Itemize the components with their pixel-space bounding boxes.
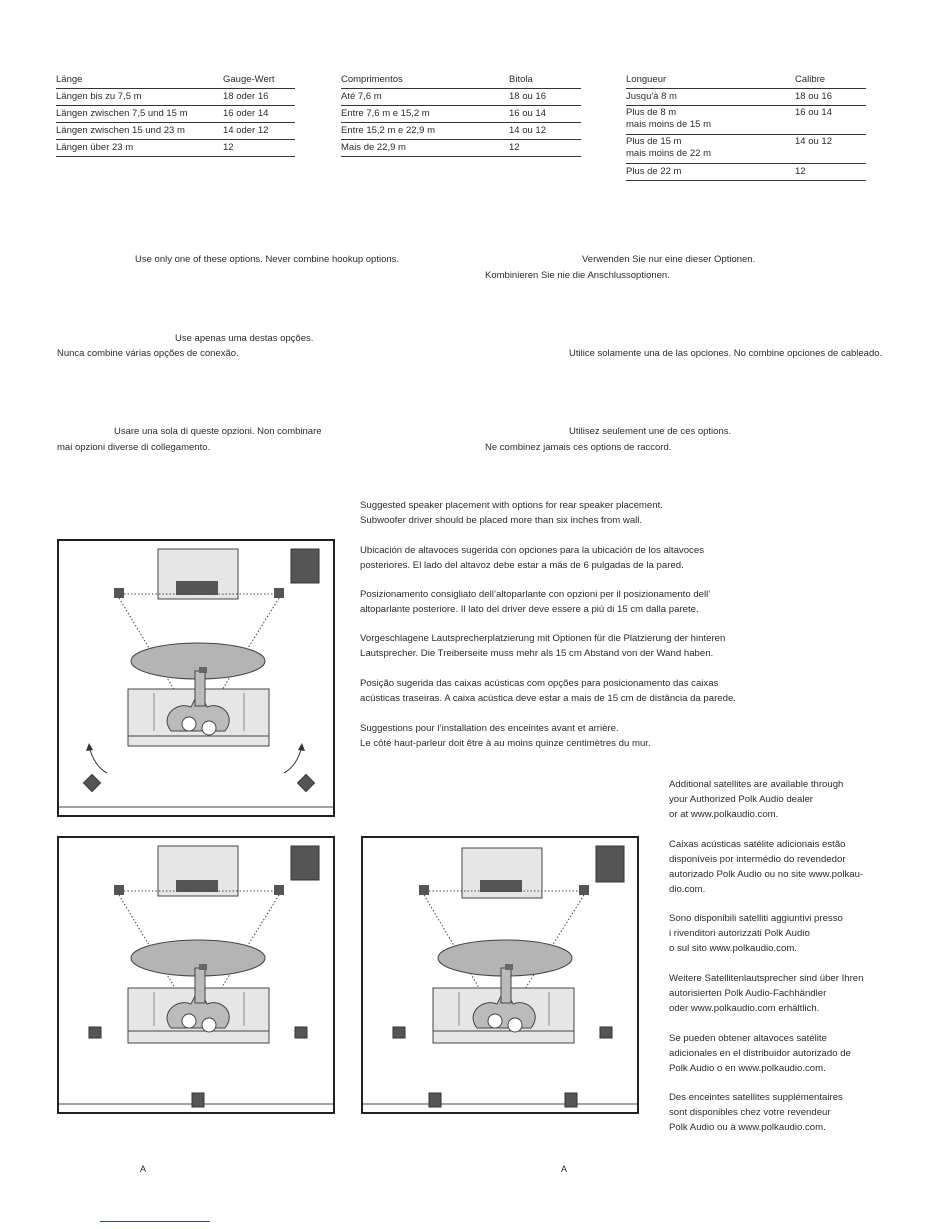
table-cell: Entre 7,6 m e 15,2 m bbox=[341, 108, 430, 119]
table-cell: Plus de 8 m mais moins de 15 m bbox=[626, 107, 712, 130]
subwoofer bbox=[291, 846, 319, 880]
table-row bbox=[341, 140, 581, 157]
hookup-note-it-2: mai opzioni diverse di collegamento. bbox=[57, 442, 211, 453]
table-cell: 14 oder 12 bbox=[223, 125, 269, 136]
table-cell: Längen bis zu 7,5 m bbox=[56, 91, 142, 102]
right-arrow-head bbox=[298, 743, 305, 751]
table-row bbox=[341, 106, 581, 123]
placement-text-fr: Suggestions pour l’installation des enceintes avant et arrière. Le côté haut-parleur doit être à au moins quinze centimètres du mur. bbox=[360, 723, 651, 749]
center-speaker bbox=[176, 581, 218, 595]
listener-arm bbox=[195, 671, 205, 706]
table-row bbox=[626, 89, 866, 106]
table-cell: 16 ou 14 bbox=[795, 107, 832, 118]
table-header: Longueur bbox=[626, 74, 667, 85]
front-right-speaker bbox=[274, 588, 284, 598]
table-cell: Längen über 23 m bbox=[56, 142, 134, 153]
hookup-note-fr-1: Utilisez seulement une de ces options. bbox=[569, 426, 732, 437]
room-diagram-svg bbox=[59, 838, 333, 1112]
table-header-row bbox=[626, 72, 866, 89]
table-header-row bbox=[56, 72, 295, 89]
table-row bbox=[56, 123, 295, 140]
placement-text-es: Ubicación de altavoces sugerida con opciones para la ubicación de los altavoces posteriores. El lado del altavoz debe estar a más de 6 pulgadas de la pared. bbox=[360, 545, 704, 571]
listener-head bbox=[202, 721, 216, 735]
hookup-note-fr-2: Ne combinez jamais ces options de raccord. bbox=[485, 442, 672, 453]
table-cell: 18 oder 16 bbox=[223, 91, 269, 102]
table-row bbox=[56, 106, 295, 123]
table-row bbox=[341, 123, 581, 140]
hookup-note-es: Utilice solamente una de las opciones. No combine opciones de cableado. bbox=[569, 348, 883, 359]
side-right-speaker bbox=[600, 1027, 612, 1038]
listener-head bbox=[202, 1018, 216, 1032]
listener-glass bbox=[505, 964, 513, 970]
front-right-speaker bbox=[274, 885, 284, 895]
front-left-speaker bbox=[114, 885, 124, 895]
satellite-text-it: Sono disponibili satelliti aggiuntivi presso i rivenditori autorizzati Polk Audio o sul sito www.polkaudio.com. bbox=[669, 913, 843, 954]
placement-text-en: Suggested speaker placement with options for rear speaker placement. Subwoofer driver should be placed more than six inches from wall. bbox=[360, 500, 663, 526]
hookup-note-pt-2: Nunca combine várias opções de conexão. bbox=[57, 348, 239, 359]
hookup-note-de-1: Verwenden Sie nur eine dieser Optionen. bbox=[582, 254, 756, 265]
gauge-table-de bbox=[56, 72, 295, 157]
table-cell: Jusqu'à 8 m bbox=[626, 91, 677, 102]
listener-head bbox=[182, 1014, 196, 1028]
table-cell: 12 bbox=[223, 142, 234, 153]
listener-head bbox=[182, 717, 196, 731]
sofa-base bbox=[433, 1031, 574, 1043]
table-cell: 18 ou 16 bbox=[795, 91, 832, 102]
rear-left-speaker bbox=[84, 775, 101, 792]
gauge-table-pt bbox=[341, 72, 581, 157]
table-header: Gauge-Wert bbox=[223, 74, 275, 85]
subwoofer bbox=[291, 549, 319, 583]
figure-label: A bbox=[140, 1164, 147, 1174]
center-speaker bbox=[176, 880, 218, 892]
room-diagram-svg bbox=[363, 838, 637, 1112]
satellite-text-fr: Des enceintes satellites supplémentaires sont disponibles chez votre revendeur Polk Audio ou à www.polkaudio.com. bbox=[669, 1092, 843, 1133]
hookup-note-it-1: Usare una sola di queste opzioni. Non combinare bbox=[114, 426, 322, 437]
table-cell: 12 bbox=[795, 166, 806, 177]
placement-text-de: Vorgeschlagene Lautsprecherplatzierung mit Optionen für die Platzierung der hinteren Lautsprecher. Die Treiberseite muss mehr als 15 cm Abstand von der Wand haben. bbox=[360, 633, 726, 659]
table-cell: Plus de 22 m bbox=[626, 166, 682, 177]
satellite-text-es: Se pueden obtener altavoces satélite adicionales en el distribuidor autorizado de Polk Audio o en www.polkaudio.com. bbox=[669, 1033, 851, 1074]
sofa-base bbox=[128, 1031, 269, 1043]
front-left-speaker bbox=[114, 588, 124, 598]
left-arrow-head bbox=[86, 743, 93, 751]
listener-head bbox=[508, 1018, 522, 1032]
table-row bbox=[56, 89, 295, 106]
front-left-speaker bbox=[419, 885, 429, 895]
placement-text-pt: Posição sugerida das caixas acústicas com opções para posicionamento das caixas acústicas traseiras. A caixa acústica deve estar a mais de 15 cm de distância da parede. bbox=[360, 678, 736, 704]
side-right-speaker bbox=[295, 1027, 307, 1038]
listener-glass bbox=[199, 667, 207, 673]
table-header-row bbox=[341, 72, 581, 89]
placement-text-it: Posizionamento consigliato dell’altoparlante con opzioni per il posizionamento dell’ altoparlante posteriore. Il lato del driver deve essere a più di 15 cm dalla parete. bbox=[360, 589, 711, 615]
table-cell: 16 oder 14 bbox=[223, 108, 269, 119]
table-row bbox=[626, 164, 866, 181]
gauge-table-fr bbox=[626, 72, 866, 181]
satellite-text-en: Additional satellites are available through your Authorized Polk Audio dealer or at www.polkaudio.com. bbox=[669, 779, 844, 820]
table-header: Länge bbox=[56, 74, 83, 85]
placement-diagram-1 bbox=[57, 539, 335, 817]
listener-arm bbox=[195, 968, 205, 1003]
table-row bbox=[341, 89, 581, 106]
table-cell: 12 bbox=[509, 142, 520, 153]
table-row bbox=[626, 135, 866, 164]
table-cell: Mais de 22,9 m bbox=[341, 142, 406, 153]
figure-label: A bbox=[561, 1164, 568, 1174]
rear-right-speaker bbox=[565, 1093, 577, 1107]
rear-right-speaker bbox=[298, 775, 315, 792]
side-left-speaker bbox=[89, 1027, 101, 1038]
table-cell: Längen zwischen 15 und 23 m bbox=[56, 125, 185, 136]
placement-diagram-2 bbox=[57, 836, 335, 1114]
hookup-note-en: Use only one of these options. Never combine hookup options. bbox=[135, 254, 400, 265]
table-cell: 16 ou 14 bbox=[509, 108, 546, 119]
table-cell: Plus de 15 m mais moins de 22 m bbox=[626, 136, 712, 159]
table-row bbox=[56, 140, 295, 157]
listener-head bbox=[488, 1014, 502, 1028]
table-header: Calibre bbox=[795, 74, 826, 85]
table-cell: Até 7,6 m bbox=[341, 91, 382, 102]
side-left-speaker bbox=[393, 1027, 405, 1038]
table-cell: 14 ou 12 bbox=[509, 125, 546, 136]
table-cell: 18 ou 16 bbox=[509, 91, 546, 102]
table-cell: 14 ou 12 bbox=[795, 136, 832, 147]
sofa-base bbox=[128, 736, 269, 746]
table-header: Bitola bbox=[509, 74, 533, 85]
hookup-note-de-2: Kombinieren Sie nie die Anschlussoptionen. bbox=[485, 270, 670, 281]
room-diagram-svg bbox=[59, 541, 333, 815]
placement-diagram-3 bbox=[361, 836, 639, 1114]
table-cell: Längen zwischen 7,5 und 15 m bbox=[56, 108, 188, 119]
subwoofer bbox=[596, 846, 624, 882]
listener-arm bbox=[501, 968, 511, 1003]
hookup-note-pt-1: Use apenas uma destas opções. bbox=[175, 333, 314, 344]
table-cell: Entre 15,2 m e 22,9 m bbox=[341, 125, 435, 136]
footer-link-line bbox=[100, 1221, 210, 1222]
table-row bbox=[626, 106, 866, 135]
listener-glass bbox=[199, 964, 207, 970]
center-speaker bbox=[480, 880, 522, 892]
rear-left-speaker bbox=[429, 1093, 441, 1107]
satellite-text-pt: Caixas acústicas satélite adicionais estão disponíveis por intermédio do revendedor autorizado Polk Audio ou no site www.polkau- dio.com. bbox=[669, 839, 864, 895]
table-header: Comprimentos bbox=[341, 74, 403, 85]
satellite-text-de: Weitere Satellitenlautsprecher sind über Ihren autorisierten Polk Audio-Fachhändler oder www.polkaudio.com erhältlich. bbox=[669, 973, 864, 1014]
rear-center-speaker bbox=[192, 1093, 204, 1107]
front-right-speaker bbox=[579, 885, 589, 895]
